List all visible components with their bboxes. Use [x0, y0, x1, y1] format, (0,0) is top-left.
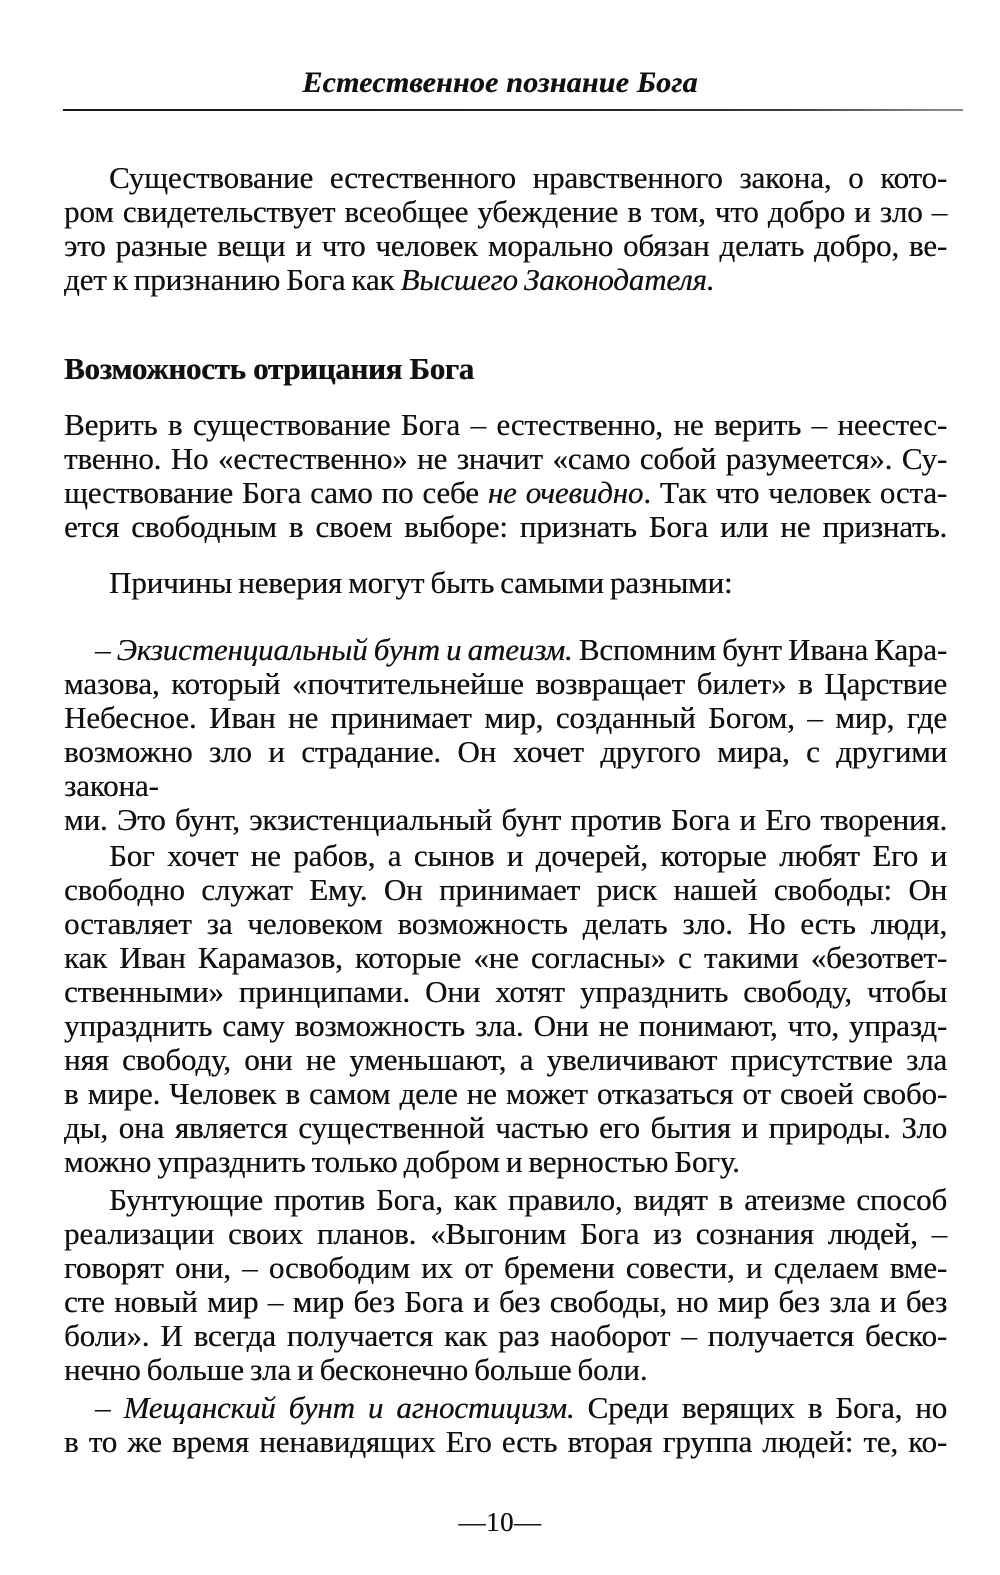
- text-line: [64, 195, 947, 229]
- text-run: Существование естественного нравственного закона, о кото-: [109, 160, 947, 195]
- text-line: [64, 566, 947, 600]
- paragraph-rebels-atheism: [64, 1183, 947, 1387]
- page-number: —10—: [458, 1507, 542, 1537]
- text-line: [64, 1145, 947, 1179]
- text-line: [64, 1183, 947, 1217]
- paragraph-god-wants-freedom: [64, 839, 947, 1179]
- text-line: [64, 229, 947, 263]
- text-line: [64, 735, 947, 803]
- text-line: [64, 476, 947, 510]
- text-line: [64, 633, 947, 667]
- text-run: ды, она является существенной частью его бытия и природы. Зло: [64, 1110, 947, 1145]
- text-run: боли». И всегда получается как раз наоборот – получается беско-: [64, 1318, 947, 1353]
- text-line: [64, 1391, 947, 1425]
- text-run: Вспомним бунт Ивана Кара-: [572, 632, 948, 667]
- rebellion-section: [64, 633, 947, 1387]
- text-line: [64, 1353, 947, 1387]
- text-run: ществование Бога само по себе: [64, 475, 488, 510]
- text-run: возможно зло и страдание. Он хочет другого мира, с другими закона-: [64, 734, 947, 803]
- text-line: [64, 1251, 947, 1285]
- text-run: . Так что человек оста-: [643, 475, 947, 510]
- text-line: [64, 408, 947, 442]
- text-line: [64, 263, 947, 297]
- text-line: [64, 907, 947, 941]
- text-line: [64, 1285, 947, 1319]
- italic-phrase: Высшего Законодателя.: [400, 262, 715, 297]
- text-run: няя свободу, они не уменьшают, а увеличивают присутствие зла: [64, 1042, 947, 1077]
- text-run: реализации своих планов. «Выгоним Бога из сознания людей, –: [64, 1216, 947, 1251]
- text-run: нечно больше зла и бесконечно больше боли.: [64, 1352, 648, 1387]
- text-run: ственными» принципами. Они хотят упразднить свободу, чтобы: [64, 974, 947, 1009]
- text-line: [64, 442, 947, 476]
- text-run: Бунтующие против Бога, как правило, видят в атеизме способ: [109, 1182, 947, 1217]
- text-run: –: [95, 632, 117, 667]
- text-run: Небесное. Иван не принимает мир, созданный Богом, – мир, где: [64, 700, 947, 735]
- italic-phrase: не очевидно: [487, 475, 644, 510]
- text-run: это разные вещи и что человек морально обязан делать добро, ве-: [64, 228, 947, 263]
- text-line: [64, 941, 947, 975]
- text-run: дет к признанию Бога как: [64, 262, 401, 297]
- text-run: оставляет за человеком возможность делать зло. Но есть люди,: [64, 906, 947, 941]
- paragraph-belief-in-god: [64, 408, 947, 544]
- text-line: [64, 1009, 947, 1043]
- text-line: [64, 873, 947, 907]
- text-line: [64, 510, 947, 544]
- paragraph-reasons-for-unbelief: [64, 566, 947, 600]
- text-run: ми. Это бунт, экзистенциальный бунт против Бога и Его творения.: [64, 802, 947, 837]
- text-line: [64, 1043, 947, 1077]
- text-line: [64, 839, 947, 873]
- text-run: как Иван Карамазов, которые «не согласны» с такими «безответ-: [64, 940, 947, 975]
- text-run: твенно. Но «естественно» не значит «само собой разумеется». Су-: [64, 441, 947, 476]
- text-run: упразднить саму возможность зла. Они не понимают, что, упразд-: [64, 1008, 947, 1043]
- header-rule: [63, 109, 963, 111]
- paragraph-philistine-revolt: [64, 1391, 947, 1459]
- text-run: можно упразднить только добром и верностью Богу.: [64, 1144, 740, 1179]
- text-line: [64, 803, 947, 837]
- text-run: ется свободным в своем выборе: признать Бога или не признать.: [64, 509, 947, 544]
- text-line: [64, 667, 947, 701]
- text-line: [64, 1319, 947, 1353]
- text-line: [64, 701, 947, 735]
- text-line: [64, 1425, 947, 1459]
- text-run: ром свидетельствует всеобщее убеждение в том, что добро и зло –: [64, 194, 947, 229]
- text-run: Верить в существование Бога – естественно, не верить – неестес-: [64, 407, 947, 442]
- text-run: Причины неверия могут быть самыми разными:: [109, 565, 733, 600]
- text-line: [64, 975, 947, 1009]
- paragraph-existential-revolt: [64, 633, 947, 837]
- paragraph-natural-law: [64, 161, 947, 297]
- text-run: мазова, который «почтительнейше возвращает билет» в Царствие: [64, 666, 947, 701]
- text-line: [64, 1077, 947, 1111]
- running-header: Естественное познание Бога: [302, 66, 698, 99]
- text-run: –: [95, 1390, 124, 1425]
- italic-phrase: Экзистенциальный бунт и атеизм.: [116, 632, 573, 667]
- text-line: [64, 161, 947, 195]
- section-heading: Возможность отрицания Бога: [64, 351, 474, 386]
- text-run: в мире. Человек в самом деле не может отказаться от своей свобо-: [64, 1076, 947, 1111]
- text-run: Бог хочет не рабов, а сынов и дочерей, которые любят Его и: [109, 838, 947, 873]
- text-run: свободно служат Ему. Он принимает риск нашей свободы: Он: [64, 872, 947, 907]
- text-run: в то же время ненавидящих Его есть вторая группа людей: те, ко-: [64, 1424, 947, 1459]
- text-run: сте новый мир – мир без Бога и без свободы, но мир без зла и без: [64, 1284, 947, 1319]
- text-line: [64, 1111, 947, 1145]
- text-run: Среди верящих в Бога, но: [574, 1390, 948, 1425]
- text-run: говорят они, – освободим их от бремени совести, и сделаем вме-: [64, 1250, 947, 1285]
- italic-phrase: Мещанский бунт и агностицизм.: [123, 1390, 575, 1425]
- text-line: [64, 1217, 947, 1251]
